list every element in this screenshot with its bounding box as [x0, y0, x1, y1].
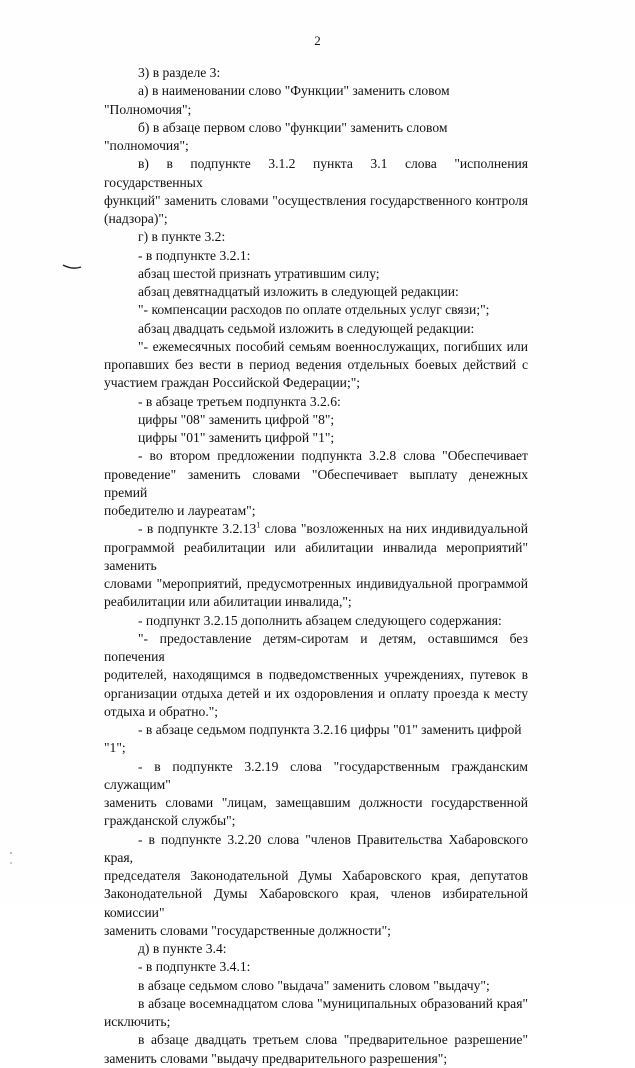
line-digits-01: цифры "01" заменить цифрой "1";	[138, 430, 335, 445]
subparagraph-3-2-20-line1: - в подпункте 3.2.20 слова "членов Правительства Хабаровского края,	[104, 831, 528, 865]
paragraph-v-line3: (надзора)";	[104, 211, 168, 226]
subparagraph-3-2-19-line2: заменить словами "лицам, замещавшим должности государственной	[104, 795, 528, 810]
subparagraph-3-2-15-text-1: "- предоставление детям-сиротам и детям, оставшимся без попечения	[104, 630, 528, 664]
line-abzac-19-text: "- компенсации расходов по оплате отдельных услуг связи;";	[138, 302, 490, 318]
paragraph-v-line1: в) в подпункте 3.1.2 пункта 3.1 слова "исполнения государственных	[104, 156, 528, 190]
paragraph-v-line2: функций" заменить словами "осуществления государственного контроля	[104, 192, 528, 208]
line-abzac-27-text-1: "- ежемесячных пособий семьям военнослужащих, погибших или	[138, 338, 528, 354]
line-abzac-6: абзац шестой признать утратившим силу;	[138, 265, 380, 281]
subparagraph-3-2-20-line4: заменить словами "государственные должности";	[104, 922, 391, 938]
line-abzac-7: в абзаце седьмом слово "выдача" заменить словом "выдачу";	[138, 977, 490, 993]
subparagraph-3-2-15-text-4: отдыха и обратно.";	[104, 703, 219, 719]
subparagraph-3-4-1: - в подпункте 3.4.1:	[138, 959, 251, 975]
section-heading: 3) в разделе 3:	[138, 65, 221, 80]
line-abzac-18-line2: исключить;	[104, 1014, 171, 1029]
subparagraph-3-2-19-line3: гражданской службы";	[104, 813, 236, 829]
line-digits-08: цифры "08" заменить цифрой "8";	[138, 411, 335, 427]
subparagraph-3-2-15-text-2: родителей, находящимся в подведомственных учреждениях, путевок в	[104, 667, 528, 683]
scan-artifact	[10, 862, 12, 864]
line-abzac-27-text-3: участием граждан Российской Федерации;";	[104, 375, 361, 391]
line-abzac-27-text-2: пропавших без вести в период ведения отдельных боевых действий с	[104, 357, 528, 372]
subparagraph-3-2-13-line4: реабилитации или абилитации инвалида,";	[104, 594, 352, 610]
margin-pen-mark	[62, 262, 82, 272]
subparagraph-3-2-13-rest: слова "возложенных на них индивидуальной	[260, 521, 528, 537]
line-abzac-23-line2: заменить словами "выдачу предварительного разрешения";	[104, 1050, 448, 1066]
subparagraph-3-2-13-line2: программой реабилитации или абилитации инвалида мероприятий" заменить	[104, 539, 528, 573]
subparagraph-3-2-15: - подпункт 3.2.15 дополнить абзацем следующего содержания:	[138, 612, 502, 628]
subparagraph-3-2-20-line2: председателя Законодательной Думы Хабаровского края, депутатов	[104, 868, 528, 883]
paragraph-d: д) в пункте 3.4:	[138, 941, 227, 956]
paragraph-g: г) в пункте 3.2:	[138, 229, 226, 245]
document-body	[104, 64, 528, 1068]
subparagraph-3-2-8-line2: проведение" заменить словами "Обеспечивает выплату денежных премий	[104, 466, 528, 500]
subparagraph-3-2-16: - в абзаце седьмом подпункта 3.2.16 цифры "01" заменить цифрой "1";	[104, 722, 522, 756]
line-abzac-23-line1: в абзаце двадцать третьем слова "предварительное разрешение"	[138, 1032, 528, 1048]
superscript-1: 1	[256, 520, 261, 530]
subparagraph-3-2-15-text-3: организации отдыха детей и их оздоровления и оплату проезда к месту	[104, 685, 528, 701]
subparagraph-3-2-13-lead: - в подпункте 3.2.13	[138, 521, 257, 537]
subparagraph-3-2-6: - в абзаце третьем подпункта 3.2.6:	[138, 393, 341, 409]
subparagraph-3-2-1: - в подпункте 3.2.1:	[138, 247, 251, 263]
subparagraph-3-2-19-line1: - в подпункте 3.2.19 слова "государственным гражданским служащим"	[104, 758, 528, 792]
subparagraph-3-2-20-line3: Законодательной Думы Хабаровского края, членов избирательной комиссии"	[104, 886, 528, 920]
line-abzac-18-line1: в абзаце восемнадцатом слова "муниципальных образований края"	[138, 995, 528, 1011]
line-abzac-19: абзац девятнадцатый изложить в следующей редакции:	[138, 284, 459, 299]
subparagraph-3-2-8-line3: победителю и лауреатам";	[104, 503, 256, 518]
subparagraph-3-2-8-line1: - во втором предложении подпункта 3.2.8 слова "Обеспечивает	[138, 448, 528, 464]
subparagraph-3-2-13-line1	[104, 520, 528, 538]
subparagraph-3-2-13-line3: словами "мероприятий, предусмотренных индивидуальной программой	[104, 576, 528, 591]
line-abzac-27: абзац двадцать седьмой изложить в следующей редакции:	[138, 320, 475, 336]
paragraph-a: а) в наименовании слово "Функции" заменить словом "Полномочия";	[104, 83, 450, 117]
page-number: 2	[314, 33, 321, 48]
paragraph-b: б) в абзаце первом слово "функции" заменить словом "полномочия";	[104, 119, 448, 153]
scan-artifact	[10, 852, 12, 854]
